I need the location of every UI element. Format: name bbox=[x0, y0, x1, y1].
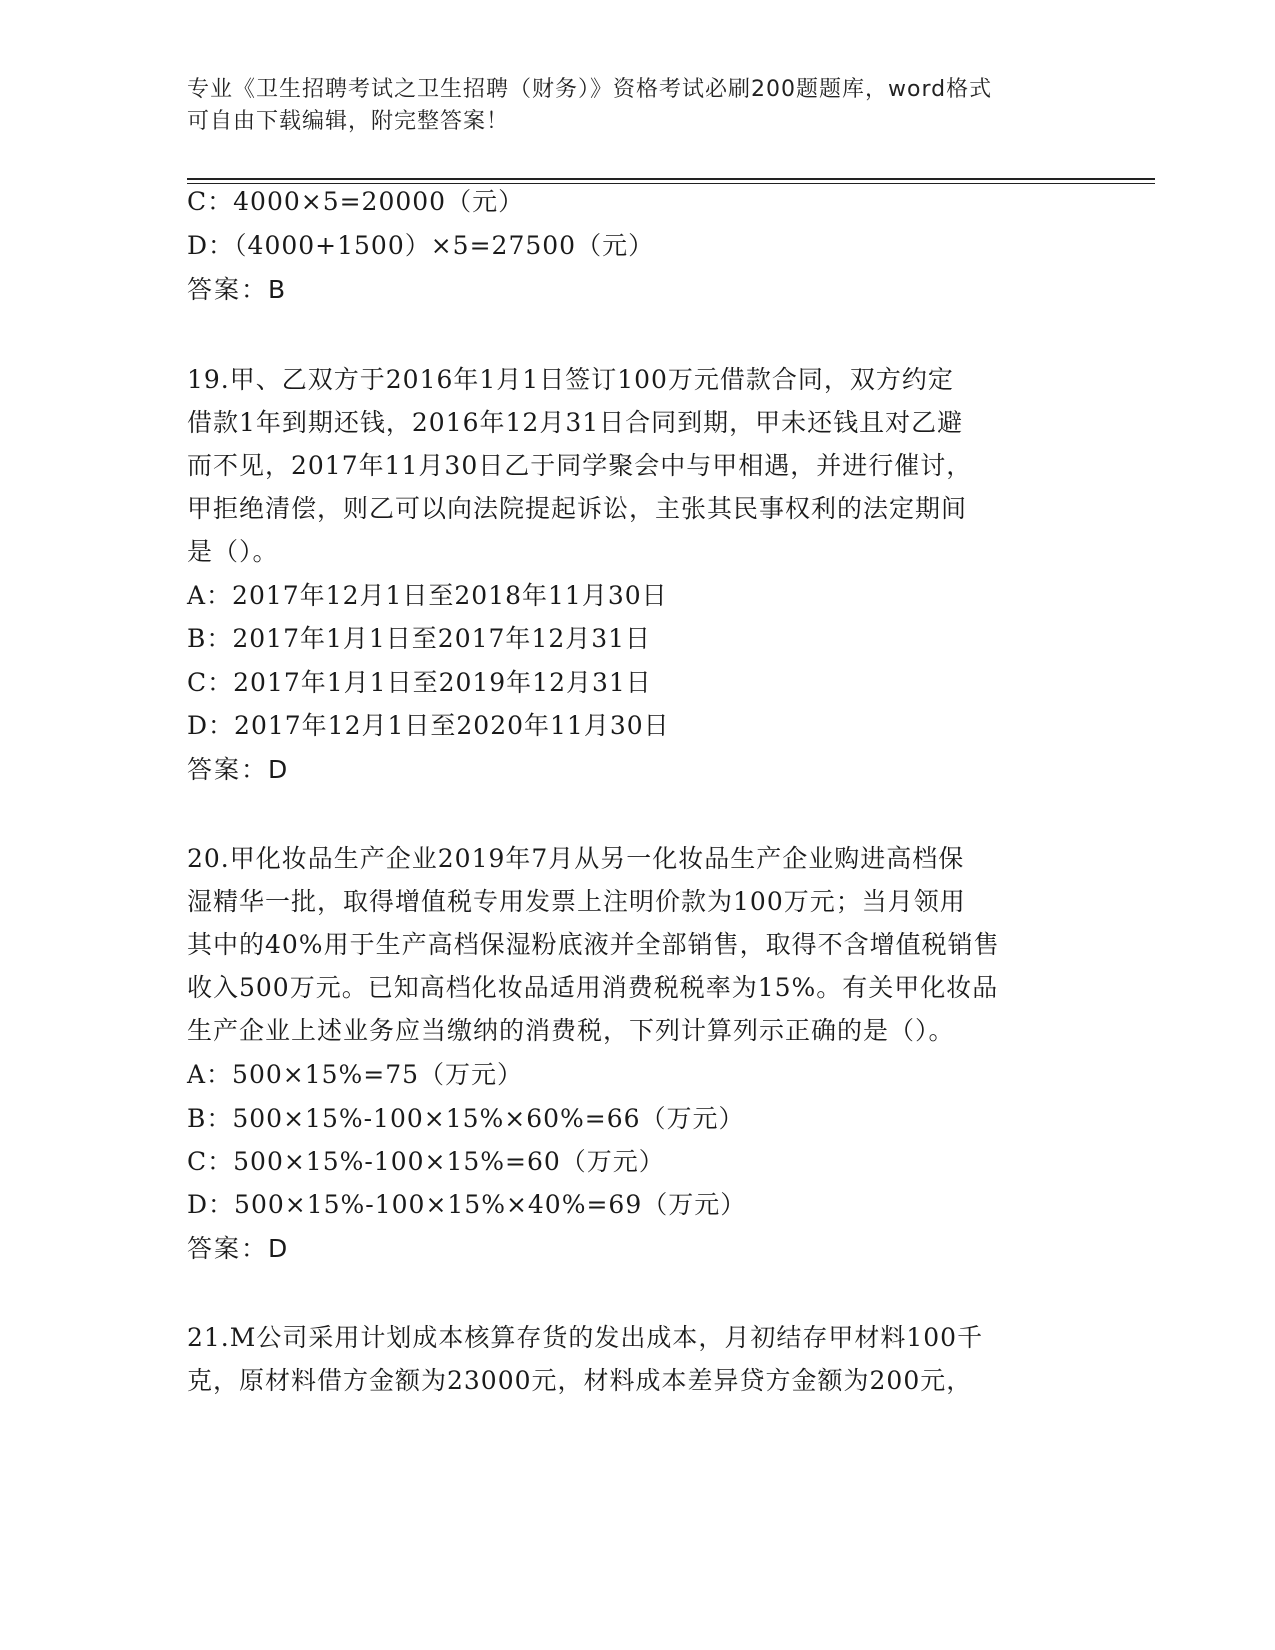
prev-option-d: D：（4000+1500）×5=27500（元） bbox=[187, 231, 655, 260]
q19-option-d: D：2017年12月1日至2020年11月30日 bbox=[187, 711, 670, 740]
q20-stem-line-5: 生产企业上述业务应当缴纳的消费税，下列计算列示正确的是（）。 bbox=[187, 1016, 955, 1045]
header-divider bbox=[187, 178, 1155, 180]
header-line-2: 可自由下载编辑，附完整答案！ bbox=[187, 109, 510, 134]
page-header bbox=[187, 74, 1087, 138]
q19-stem-line-4: 甲拒绝清偿，则乙可以向法院提起诉讼，主张其民事权利的法定期间 bbox=[187, 494, 968, 523]
q20-option-d: D：500×15%-100×15%×40%=69（万元） bbox=[187, 1190, 747, 1219]
q20-option-a: A：500×15%=75（万元） bbox=[187, 1060, 524, 1089]
q20-stem-line-4: 收入500万元。已知高档化妆品适用消费税税率为15%。有关甲化妆品 bbox=[187, 973, 999, 1002]
q19-stem-line-2: 借款1年到期还钱，2016年12月31日合同到期，甲未还钱且对乙避 bbox=[187, 408, 964, 437]
prev-option-c: C：4000×5=20000（元） bbox=[187, 187, 525, 216]
q19-stem-line-3: 而不见，2017年11月30日乙于同学聚会中与甲相遇，并进行催讨， bbox=[187, 451, 973, 480]
q20-answer: 答案：D bbox=[187, 1234, 290, 1263]
q19-stem-line-1: 19.甲、乙双方于2016年1月1日签订100万元借款合同，双方约定 bbox=[187, 365, 954, 394]
q20-stem-line-2: 湿精华一批，取得增值税专用发票上注明价款为100万元；当月领用 bbox=[187, 887, 966, 916]
prev-answer: 答案：B bbox=[187, 275, 288, 304]
q19-option-c: C：2017年1月1日至2019年12月31日 bbox=[187, 668, 652, 697]
q20-stem-line-1: 20.甲化妆品生产企业2019年7月从另一化妆品生产企业购进高档保 bbox=[187, 844, 965, 873]
header-line-1: 专业《卫生招聘考试之卫生招聘（财务）》资格考试必刷200题题库，word格式 bbox=[187, 77, 993, 102]
q20-option-b: B：500×15%-100×15%×60%=66（万元） bbox=[187, 1104, 745, 1133]
q20-option-c: C：500×15%-100×15%=60（万元） bbox=[187, 1147, 665, 1176]
q21-stem-line-2: 克，原材料借方金额为23000元，材料成本差异贷方金额为200元， bbox=[187, 1366, 973, 1395]
q20-stem-line-3: 其中的40%用于生产高档保湿粉底液并全部销售，取得不含增值税销售 bbox=[187, 930, 1000, 959]
q19-option-a: A：2017年12月1日至2018年11月30日 bbox=[187, 581, 668, 610]
q21-stem-line-1: 21.M公司采用计划成本核算存货的发出成本，月初结存甲材料100千 bbox=[187, 1323, 984, 1352]
q19-answer: 答案：D bbox=[187, 755, 290, 784]
q19-option-b: B：2017年1月1日至2017年12月31日 bbox=[187, 624, 652, 653]
q19-stem-line-5: 是（）。 bbox=[187, 537, 279, 566]
